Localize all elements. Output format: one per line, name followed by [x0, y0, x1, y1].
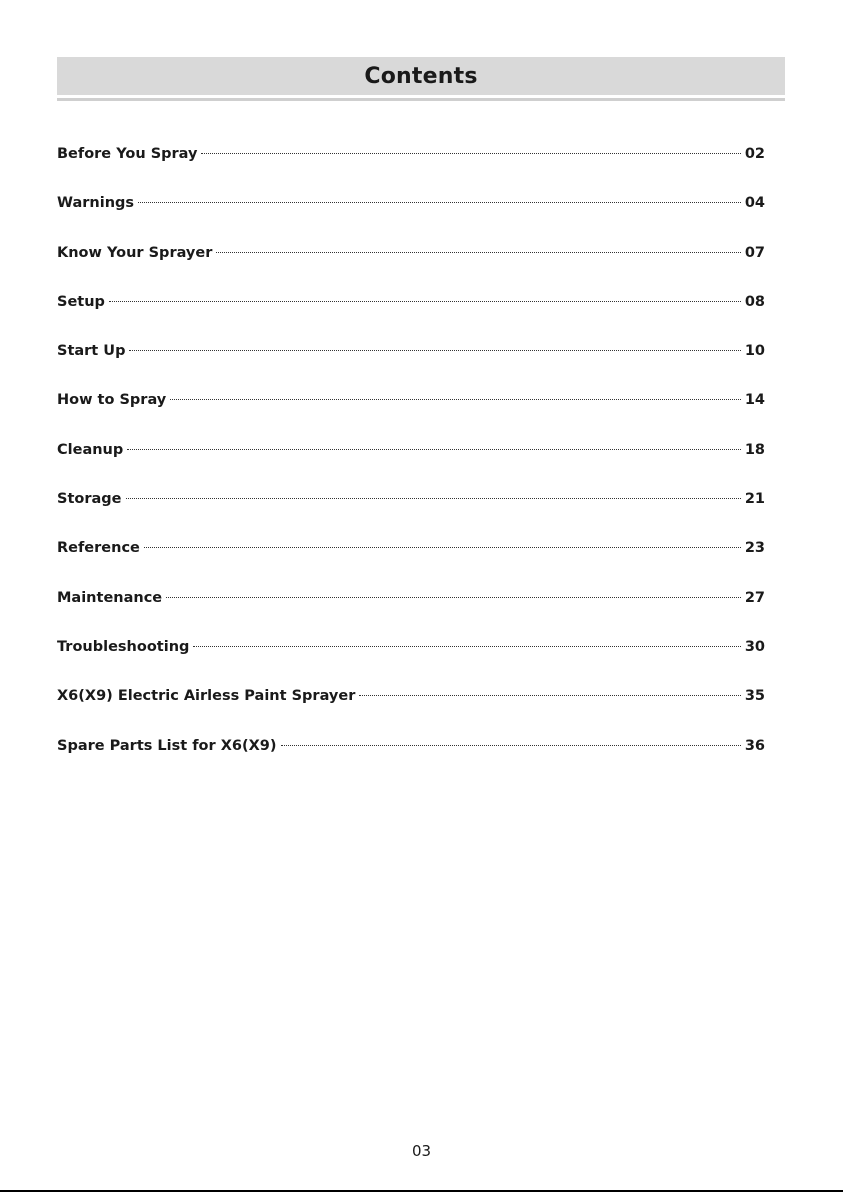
toc-entry-page: 07	[744, 244, 765, 261]
table-of-contents	[57, 146, 765, 787]
toc-entry-know-your-sprayer[interactable]	[57, 245, 765, 294]
toc-entry-airless-paint-sprayer[interactable]	[57, 688, 765, 737]
toc-entry-troubleshooting[interactable]	[57, 639, 765, 688]
toc-entry-title: X6(X9) Electric Airless Paint Sprayer	[57, 688, 356, 705]
dot-leader	[281, 745, 741, 746]
toc-entry-maintenance[interactable]	[57, 590, 765, 639]
toc-entry-warnings[interactable]	[57, 195, 765, 244]
toc-entry-page: 23	[744, 540, 765, 557]
toc-entry-page: 21	[744, 491, 765, 508]
toc-entry-title: Before You Spray	[57, 146, 198, 162]
toc-entry-title: Start Up	[57, 343, 126, 360]
dot-leader	[138, 202, 741, 203]
contents-header-bar	[57, 57, 785, 95]
toc-entry-page: 10	[744, 343, 765, 360]
page-title: Contents	[364, 63, 478, 89]
toc-entry-page: 27	[744, 589, 765, 606]
toc-entry-start-up[interactable]	[57, 343, 765, 392]
dot-leader	[144, 547, 741, 548]
toc-entry-spare-parts-list[interactable]	[57, 738, 765, 787]
toc-entry-page: 02	[744, 146, 765, 162]
toc-entry-title: Maintenance	[57, 589, 163, 606]
toc-entry-page: 36	[744, 737, 765, 754]
dot-leader	[109, 301, 741, 302]
toc-entry-title: Warnings	[57, 195, 135, 212]
toc-entry-title: Spare Parts List for X6(X9)	[57, 737, 277, 754]
toc-entry-reference[interactable]	[57, 540, 765, 589]
toc-entry-title: Cleanup	[57, 441, 124, 458]
page-number: 03	[411, 1142, 432, 1160]
toc-entry-setup[interactable]	[57, 294, 765, 343]
header-divider	[57, 98, 785, 101]
toc-entry-cleanup[interactable]	[57, 442, 765, 491]
toc-entry-title: Reference	[57, 540, 140, 557]
toc-entry-page: 18	[744, 441, 765, 458]
dot-leader	[201, 153, 740, 154]
dot-leader	[126, 498, 741, 499]
dot-leader	[129, 350, 740, 351]
toc-entry-page: 04	[744, 195, 765, 212]
toc-entry-how-to-spray[interactable]	[57, 392, 765, 441]
dot-leader	[127, 449, 741, 450]
toc-entry-page: 08	[744, 293, 765, 310]
dot-leader	[216, 252, 740, 253]
dot-leader	[193, 646, 740, 647]
dot-leader	[166, 597, 741, 598]
toc-entry-title: Setup	[57, 293, 105, 310]
toc-entry-title: Troubleshooting	[57, 638, 190, 655]
toc-entry-page: 35	[744, 688, 765, 705]
toc-entry-title: Storage	[57, 491, 122, 508]
toc-entry-title: How to Spray	[57, 392, 167, 409]
toc-entry-storage[interactable]	[57, 491, 765, 540]
dot-leader	[170, 399, 741, 400]
toc-entry-before-you-spray[interactable]	[57, 146, 765, 195]
toc-entry-page: 30	[744, 638, 765, 655]
toc-entry-page: 14	[744, 392, 765, 409]
toc-entry-title: Know Your Sprayer	[57, 244, 213, 261]
dot-leader	[359, 695, 740, 696]
